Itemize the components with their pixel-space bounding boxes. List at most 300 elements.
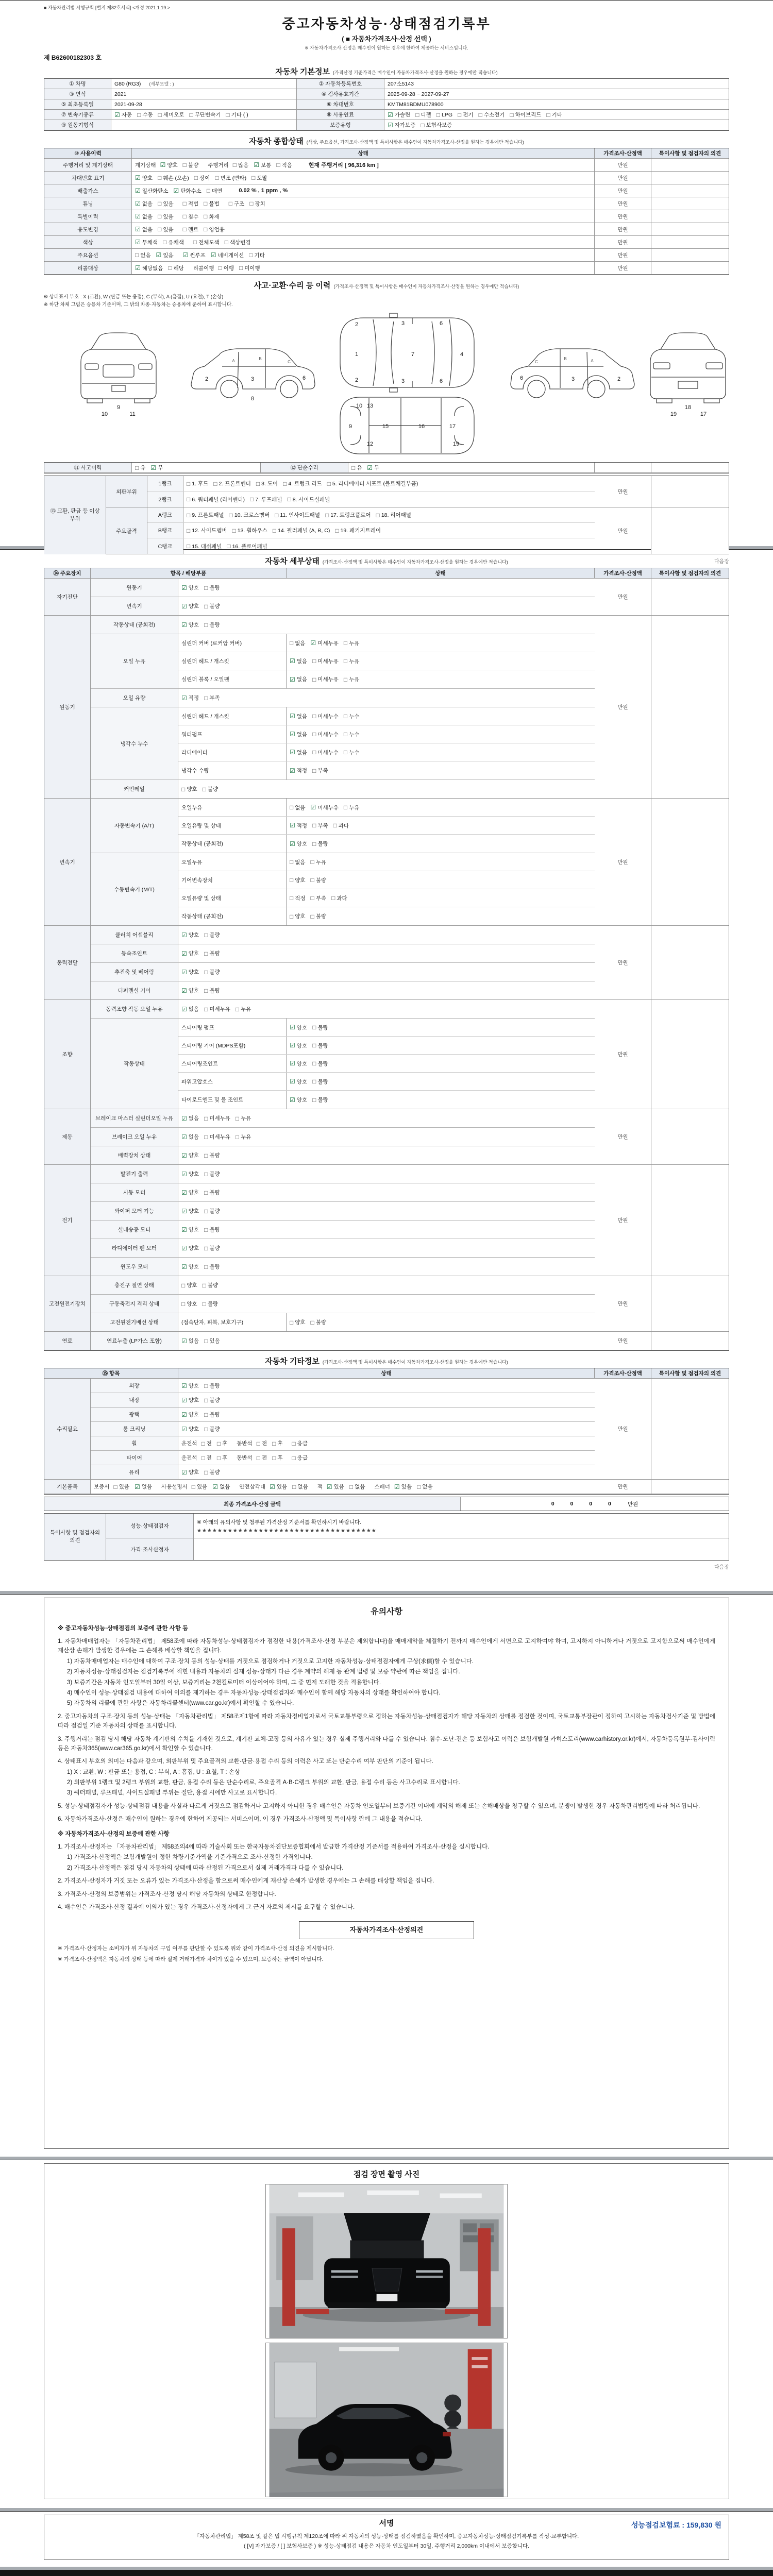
checkbox-option[interactable] (215, 174, 246, 182)
checkbox-icon[interactable] (290, 676, 295, 683)
checkbox-icon[interactable] (194, 175, 198, 181)
checkbox-icon[interactable] (290, 1024, 295, 1030)
checkbox-option[interactable] (168, 264, 184, 272)
checkbox-option[interactable] (135, 200, 153, 208)
checkbox-icon[interactable] (204, 603, 208, 609)
checkbox-icon[interactable] (290, 1078, 295, 1084)
checkbox-option[interactable] (415, 111, 431, 118)
checkbox-option[interactable] (344, 713, 360, 720)
checkbox-icon[interactable] (327, 481, 331, 487)
checkbox-option[interactable] (290, 1078, 307, 1086)
checkbox-icon[interactable] (311, 1319, 314, 1326)
checkbox-option[interactable] (376, 511, 411, 519)
checkbox-icon[interactable] (290, 841, 295, 847)
checkbox-icon[interactable] (275, 512, 278, 518)
checkbox-icon[interactable] (187, 543, 190, 549)
checkbox-option[interactable] (203, 785, 219, 793)
checkbox-icon[interactable] (344, 676, 347, 683)
checkbox-icon[interactable] (312, 822, 316, 828)
checkbox-option[interactable] (349, 1483, 365, 1490)
checkbox-icon[interactable] (114, 112, 120, 118)
checkbox-icon[interactable] (292, 1484, 296, 1490)
checkbox-option[interactable] (233, 161, 249, 169)
checkbox-option[interactable] (114, 111, 132, 118)
checkbox-option[interactable] (181, 1151, 199, 1159)
checkbox-icon[interactable] (181, 1245, 187, 1251)
checkbox-icon[interactable] (249, 252, 253, 258)
checkbox-option[interactable] (181, 987, 199, 994)
checkbox-option[interactable] (158, 174, 189, 182)
checkbox-option[interactable] (181, 785, 197, 793)
checkbox-option[interactable] (546, 111, 562, 118)
checkbox-icon[interactable] (204, 1208, 208, 1214)
checkbox-icon[interactable] (187, 481, 190, 487)
checkbox-option[interactable] (257, 1439, 267, 1447)
checkbox-option[interactable] (290, 767, 307, 774)
checkbox-option[interactable] (257, 1454, 267, 1462)
checkbox-option[interactable] (272, 1439, 282, 1447)
checkbox-icon[interactable] (181, 1006, 187, 1012)
checkbox-icon[interactable] (249, 200, 253, 207)
checkbox-icon[interactable] (181, 1383, 187, 1389)
checkbox-icon[interactable] (226, 112, 229, 118)
checkbox-option[interactable] (204, 1244, 220, 1252)
checkbox-icon[interactable] (135, 188, 141, 194)
checkbox-option[interactable] (290, 639, 306, 647)
checkbox-icon[interactable] (181, 1171, 187, 1177)
checkbox-icon[interactable] (181, 951, 187, 957)
checkbox-icon[interactable] (225, 239, 228, 245)
checkbox-icon[interactable] (207, 188, 210, 194)
checkbox-option[interactable] (256, 480, 278, 487)
checkbox-option[interactable] (135, 464, 145, 471)
checkbox-option[interactable] (156, 251, 174, 259)
checkbox-option[interactable] (181, 931, 199, 939)
checkbox-icon[interactable] (204, 1397, 208, 1403)
checkbox-option[interactable] (276, 161, 292, 169)
checkbox-option[interactable] (290, 1060, 307, 1067)
checkbox-option[interactable] (207, 187, 223, 195)
checkbox-icon[interactable] (204, 1153, 208, 1159)
checkbox-icon[interactable] (290, 640, 293, 646)
checkbox-option[interactable] (204, 1005, 230, 1013)
checkbox-option[interactable] (283, 480, 322, 487)
checkbox-icon[interactable] (415, 112, 419, 118)
checkbox-icon[interactable] (181, 1153, 187, 1159)
checkbox-option[interactable] (135, 213, 153, 221)
checkbox-option[interactable] (204, 1189, 220, 1196)
checkbox-option[interactable] (181, 1425, 199, 1433)
checkbox-icon[interactable] (351, 465, 355, 471)
checkbox-option[interactable] (290, 876, 306, 884)
checkbox-icon[interactable] (204, 1264, 208, 1270)
checkbox-option[interactable] (181, 1005, 199, 1013)
checkbox-option[interactable] (183, 200, 199, 208)
checkbox-icon[interactable] (312, 713, 316, 719)
checkbox-icon[interactable] (311, 877, 314, 883)
checkbox-icon[interactable] (181, 1426, 187, 1432)
checkbox-icon[interactable] (312, 768, 316, 774)
checkbox-icon[interactable] (204, 1190, 208, 1196)
checkbox-option[interactable] (189, 111, 221, 118)
checkbox-option[interactable] (312, 713, 339, 720)
checkbox-icon[interactable] (376, 512, 380, 518)
checkbox-option[interactable] (163, 239, 184, 246)
checkbox-option[interactable] (181, 968, 199, 976)
checkbox-icon[interactable] (204, 213, 207, 219)
checkbox-option[interactable] (135, 1483, 152, 1490)
checkbox-option[interactable] (212, 1483, 230, 1490)
checkbox-icon[interactable] (311, 895, 314, 901)
checkbox-icon[interactable] (204, 932, 208, 938)
checkbox-option[interactable] (249, 200, 265, 208)
checkbox-icon[interactable] (181, 1134, 187, 1140)
checkbox-icon[interactable] (204, 951, 208, 957)
checkbox-option[interactable] (204, 1425, 220, 1433)
checkbox-option[interactable] (311, 876, 327, 884)
checkbox-icon[interactable] (344, 731, 347, 737)
checkbox-option[interactable] (181, 584, 199, 591)
checkbox-icon[interactable] (236, 1134, 239, 1140)
checkbox-icon[interactable] (135, 252, 139, 258)
checkbox-option[interactable] (181, 1226, 199, 1233)
checkbox-icon[interactable] (158, 213, 161, 219)
checkbox-option[interactable] (351, 464, 362, 471)
checkbox-icon[interactable] (312, 658, 316, 664)
checkbox-icon[interactable] (290, 731, 295, 737)
checkbox-option[interactable] (344, 731, 360, 738)
checkbox-icon[interactable] (333, 822, 337, 828)
checkbox-option[interactable] (201, 1454, 211, 1462)
checkbox-option[interactable] (181, 1114, 199, 1122)
checkbox-icon[interactable] (156, 252, 162, 258)
checkbox-option[interactable] (290, 731, 307, 738)
checkbox-icon[interactable] (546, 112, 550, 118)
checkbox-icon[interactable] (204, 1115, 208, 1122)
next-page-link[interactable]: 다음장 (714, 559, 729, 565)
checkbox-icon[interactable] (181, 969, 187, 975)
checkbox-icon[interactable] (331, 895, 335, 901)
checkbox-icon[interactable] (181, 1282, 185, 1289)
checkbox-icon[interactable] (290, 1060, 295, 1066)
checkbox-option[interactable] (192, 1483, 208, 1490)
checkbox-option[interactable] (290, 713, 307, 720)
checkbox-option[interactable] (311, 804, 339, 811)
checkbox-icon[interactable] (215, 175, 219, 181)
checkbox-option[interactable] (187, 480, 208, 487)
checkbox-icon[interactable] (204, 622, 208, 628)
checkbox-icon[interactable] (181, 695, 187, 701)
next-page-link[interactable]: 다음장 (714, 1565, 729, 1570)
checkbox-icon[interactable] (187, 496, 190, 502)
checkbox-icon[interactable] (290, 768, 295, 774)
checkbox-icon[interactable] (192, 1484, 195, 1490)
checkbox-icon[interactable] (183, 162, 187, 168)
checkbox-icon[interactable] (181, 1227, 187, 1233)
checkbox-icon[interactable] (150, 465, 156, 471)
checkbox-icon[interactable] (290, 913, 293, 920)
checkbox-icon[interactable] (436, 112, 440, 118)
checkbox-option[interactable] (311, 894, 327, 902)
checkbox-option[interactable] (312, 675, 339, 683)
checkbox-icon[interactable] (236, 1115, 239, 1122)
checkbox-icon[interactable] (187, 528, 190, 534)
checkbox-option[interactable] (204, 1382, 220, 1389)
checkbox-icon[interactable] (204, 1245, 208, 1251)
checkbox-option[interactable] (204, 1411, 220, 1418)
checkbox-option[interactable] (217, 1454, 227, 1462)
checkbox-option[interactable] (204, 931, 220, 939)
checkbox-icon[interactable] (201, 1455, 205, 1461)
checkbox-icon[interactable] (135, 239, 141, 245)
checkbox-icon[interactable] (273, 528, 276, 534)
checkbox-icon[interactable] (250, 496, 254, 502)
checkbox-option[interactable] (181, 1170, 199, 1178)
checkbox-option[interactable] (331, 894, 347, 902)
checkbox-icon[interactable] (232, 528, 236, 534)
checkbox-option[interactable] (187, 496, 245, 503)
checkbox-option[interactable] (344, 675, 360, 683)
checkbox-option[interactable] (183, 226, 199, 233)
checkbox-icon[interactable] (290, 804, 293, 810)
checkbox-icon[interactable] (344, 749, 347, 755)
checkbox-icon[interactable] (290, 713, 295, 719)
checkbox-option[interactable] (275, 511, 320, 519)
checkbox-option[interactable] (204, 1226, 220, 1233)
checkbox-option[interactable] (236, 1005, 251, 1013)
checkbox-option[interactable] (239, 264, 260, 272)
checkbox-option[interactable] (344, 657, 360, 665)
checkbox-icon[interactable] (367, 465, 373, 471)
checkbox-option[interactable] (292, 1439, 308, 1447)
checkbox-option[interactable] (204, 968, 220, 976)
checkbox-icon[interactable] (204, 1412, 208, 1418)
checkbox-icon[interactable] (257, 1440, 260, 1447)
checkbox-option[interactable] (150, 464, 163, 471)
checkbox-option[interactable] (292, 1454, 308, 1462)
checkbox-option[interactable] (312, 767, 328, 774)
checkbox-icon[interactable] (217, 1455, 221, 1461)
checkbox-icon[interactable] (204, 200, 207, 207)
checkbox-icon[interactable] (312, 841, 316, 847)
checkbox-icon[interactable] (349, 1484, 353, 1490)
checkbox-icon[interactable] (233, 162, 237, 168)
checkbox-option[interactable] (204, 1337, 220, 1345)
checkbox-option[interactable] (312, 1024, 328, 1031)
checkbox-icon[interactable] (510, 112, 513, 118)
checkbox-option[interactable] (388, 111, 410, 118)
checkbox-icon[interactable] (181, 786, 185, 792)
checkbox-icon[interactable] (135, 265, 141, 271)
checkbox-option[interactable] (227, 543, 267, 550)
checkbox-icon[interactable] (135, 213, 141, 219)
checkbox-option[interactable] (181, 1382, 199, 1389)
checkbox-option[interactable] (312, 840, 328, 848)
checkbox-option[interactable] (290, 894, 306, 902)
checkbox-icon[interactable] (290, 822, 295, 828)
checkbox-icon[interactable] (135, 1484, 140, 1490)
checkbox-option[interactable] (187, 543, 222, 550)
checkbox-option[interactable] (312, 1078, 328, 1086)
checkbox-option[interactable] (204, 987, 220, 994)
checkbox-option[interactable] (135, 174, 153, 182)
checkbox-icon[interactable] (173, 188, 179, 194)
checkbox-icon[interactable] (181, 1469, 187, 1476)
checkbox-icon[interactable] (203, 786, 206, 792)
checkbox-icon[interactable] (204, 226, 207, 232)
checkbox-icon[interactable] (254, 162, 259, 168)
checkbox-icon[interactable] (290, 895, 293, 901)
checkbox-option[interactable] (135, 264, 163, 272)
checkbox-icon[interactable] (211, 252, 216, 258)
checkbox-option[interactable] (187, 511, 224, 519)
checkbox-icon[interactable] (257, 1455, 260, 1461)
checkbox-option[interactable] (181, 1244, 199, 1252)
checkbox-option[interactable] (333, 822, 349, 829)
checkbox-option[interactable] (158, 111, 184, 118)
checkbox-option[interactable] (311, 1318, 327, 1326)
checkbox-option[interactable] (251, 174, 267, 182)
checkbox-icon[interactable] (158, 226, 161, 232)
checkbox-icon[interactable] (204, 1383, 208, 1389)
checkbox-icon[interactable] (287, 496, 291, 502)
checkbox-option[interactable] (290, 1096, 307, 1104)
checkbox-option[interactable] (311, 858, 327, 866)
checkbox-icon[interactable] (204, 1469, 208, 1476)
checkbox-icon[interactable] (158, 112, 162, 118)
checkbox-icon[interactable] (204, 1134, 208, 1140)
checkbox-icon[interactable] (135, 226, 141, 232)
checkbox-option[interactable] (204, 621, 220, 629)
checkbox-option[interactable] (290, 858, 306, 866)
checkbox-option[interactable] (394, 1483, 412, 1490)
checkbox-option[interactable] (312, 1060, 328, 1067)
checkbox-option[interactable] (311, 639, 339, 647)
checkbox-option[interactable] (181, 950, 199, 957)
checkbox-icon[interactable] (290, 1319, 293, 1326)
checkbox-option[interactable] (479, 111, 505, 118)
checkbox-option[interactable] (193, 239, 220, 246)
checkbox-icon[interactable] (421, 122, 424, 128)
checkbox-option[interactable] (272, 1454, 282, 1462)
checkbox-option[interactable] (183, 161, 199, 169)
checkbox-icon[interactable] (344, 658, 347, 664)
checkbox-icon[interactable] (193, 239, 197, 245)
checkbox-option[interactable] (181, 1133, 199, 1141)
checkbox-option[interactable] (312, 822, 328, 829)
checkbox-option[interactable] (158, 213, 174, 221)
checkbox-option[interactable] (254, 161, 271, 169)
checkbox-icon[interactable] (292, 1455, 296, 1461)
checkbox-option[interactable] (160, 161, 178, 169)
checkbox-option[interactable] (290, 840, 307, 848)
checkbox-option[interactable] (204, 950, 220, 957)
checkbox-icon[interactable] (218, 265, 222, 271)
checkbox-icon[interactable] (270, 1484, 275, 1490)
checkbox-option[interactable] (113, 1483, 129, 1490)
checkbox-icon[interactable] (183, 252, 189, 258)
checkbox-icon[interactable] (181, 1397, 187, 1403)
checkbox-option[interactable] (312, 657, 339, 665)
checkbox-option[interactable] (181, 1396, 199, 1404)
checkbox-icon[interactable] (394, 1484, 400, 1490)
checkbox-option[interactable] (204, 1151, 220, 1159)
checkbox-icon[interactable] (229, 200, 232, 207)
checkbox-option[interactable] (173, 187, 201, 195)
checkbox-option[interactable] (158, 200, 174, 208)
checkbox-option[interactable] (290, 1042, 307, 1049)
checkbox-icon[interactable] (311, 804, 316, 810)
checkbox-icon[interactable] (229, 512, 233, 518)
checkbox-icon[interactable] (344, 713, 347, 719)
checkbox-option[interactable] (458, 111, 474, 118)
checkbox-icon[interactable] (256, 481, 260, 487)
checkbox-icon[interactable] (344, 640, 347, 646)
checkbox-option[interactable] (181, 1263, 199, 1270)
checkbox-icon[interactable] (160, 162, 166, 168)
checkbox-icon[interactable] (312, 731, 316, 737)
checkbox-icon[interactable] (272, 1440, 276, 1447)
checkbox-icon[interactable] (204, 1171, 208, 1177)
checkbox-option[interactable] (135, 239, 158, 246)
checkbox-option[interactable] (290, 822, 307, 829)
checkbox-icon[interactable] (181, 1412, 187, 1418)
checkbox-option[interactable] (204, 694, 220, 702)
checkbox-icon[interactable] (181, 603, 187, 609)
checkbox-option[interactable] (290, 912, 306, 920)
checkbox-icon[interactable] (204, 695, 208, 701)
checkbox-icon[interactable] (181, 585, 187, 591)
checkbox-icon[interactable] (204, 1227, 208, 1233)
checkbox-option[interactable] (201, 1439, 211, 1447)
checkbox-icon[interactable] (276, 162, 280, 168)
checkbox-option[interactable] (327, 480, 418, 487)
checkbox-option[interactable] (367, 464, 379, 471)
checkbox-icon[interactable] (135, 175, 141, 181)
checkbox-option[interactable] (181, 1281, 197, 1289)
checkbox-icon[interactable] (312, 1097, 316, 1103)
checkbox-option[interactable] (249, 251, 265, 259)
checkbox-option[interactable] (226, 111, 248, 118)
checkbox-icon[interactable] (312, 676, 316, 683)
checkbox-icon[interactable] (236, 1006, 239, 1012)
checkbox-option[interactable] (213, 480, 251, 487)
checkbox-icon[interactable] (204, 988, 208, 994)
checkbox-icon[interactable] (212, 1484, 218, 1490)
checkbox-option[interactable] (181, 621, 199, 629)
checkbox-icon[interactable] (158, 175, 161, 181)
checkbox-icon[interactable] (458, 112, 461, 118)
checkbox-icon[interactable] (312, 1024, 316, 1030)
checkbox-icon[interactable] (163, 239, 166, 245)
checkbox-icon[interactable] (290, 749, 295, 755)
checkbox-option[interactable] (135, 251, 151, 259)
checkbox-option[interactable] (232, 527, 267, 534)
checkbox-option[interactable] (270, 1483, 287, 1490)
checkbox-option[interactable] (183, 251, 206, 259)
checkbox-option[interactable] (204, 1396, 220, 1404)
checkbox-icon[interactable] (181, 1208, 187, 1214)
checkbox-icon[interactable] (388, 122, 393, 128)
checkbox-option[interactable] (325, 511, 371, 519)
checkbox-option[interactable] (204, 213, 220, 221)
checkbox-icon[interactable] (181, 1301, 185, 1307)
checkbox-option[interactable] (217, 1439, 227, 1447)
checkbox-icon[interactable] (201, 1440, 205, 1447)
checkbox-option[interactable] (204, 200, 220, 208)
checkbox-icon[interactable] (217, 1440, 221, 1447)
checkbox-icon[interactable] (311, 859, 314, 865)
